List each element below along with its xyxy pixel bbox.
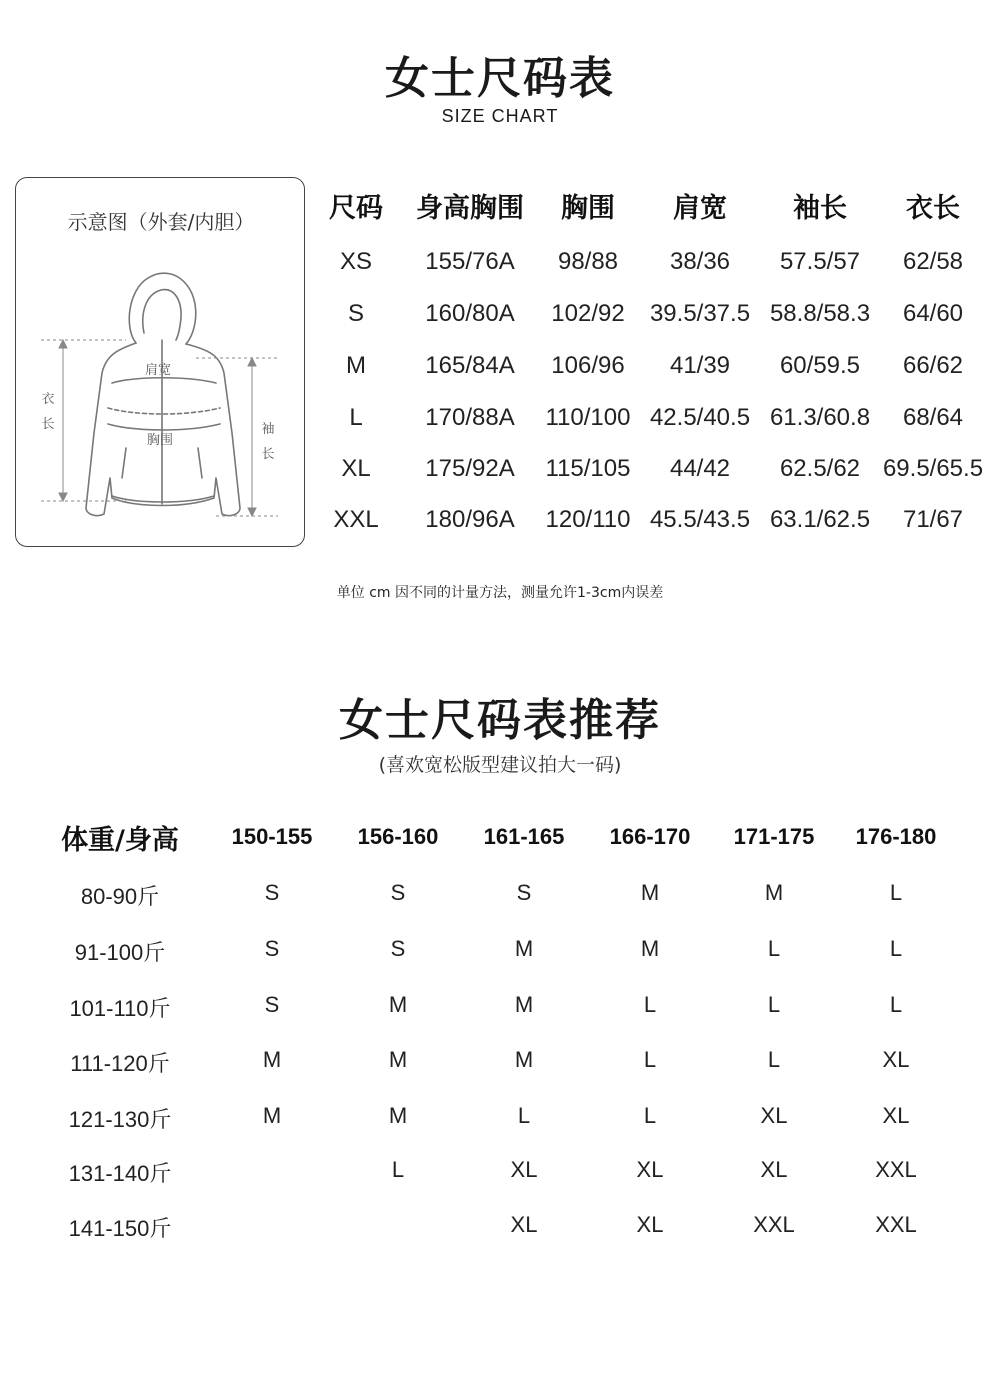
- size-table-cell: 106/96: [551, 352, 625, 379]
- recommend-size-cell: S: [264, 936, 280, 961]
- recommend-weight-label: 131-140斤: [68, 1161, 172, 1186]
- length-label-2: 长: [41, 417, 55, 432]
- recommend-subtitle: (喜欢宽松版型建议拍大一码): [378, 754, 622, 776]
- recommend-height-header: 156-160: [357, 824, 439, 849]
- recommend-size-cell: XL: [636, 1212, 664, 1237]
- recommend-height-header: 176-180: [855, 824, 937, 849]
- recommend-size-cell: M: [514, 936, 534, 961]
- recommend-size-cell: XL: [510, 1212, 538, 1237]
- recommend-height-header: 171-175: [733, 824, 815, 849]
- recommend-height-header: 161-165: [483, 824, 565, 849]
- size-table-size-cell: M: [346, 352, 366, 379]
- size-table-cell: 62.5/62: [779, 455, 861, 482]
- recommend-corner-label: 体重/身高: [61, 825, 179, 856]
- recommend-title: 女士尺码表推荐: [339, 695, 661, 746]
- recommend-size-cell: L: [767, 1047, 781, 1072]
- size-table-size-cell: S: [347, 300, 364, 327]
- size-table-cell: 170/88A: [425, 404, 515, 431]
- size-table-header: 身高胸围: [416, 193, 524, 224]
- size-table-cell: 110/100: [545, 404, 631, 431]
- size-table-cell: 155/76A: [425, 248, 515, 275]
- recommend-size-cell: L: [889, 880, 903, 905]
- recommend-size-cell: XXL: [753, 1212, 795, 1237]
- size-table-size-cell: XL: [341, 455, 371, 482]
- size-table-size-cell: L: [349, 404, 363, 431]
- sleeve-label-2: 长: [261, 447, 275, 462]
- size-table-cell: 44/42: [669, 455, 731, 482]
- size-table-cell: 66/62: [902, 352, 964, 379]
- size-table-cell: 63.1/62.5: [769, 506, 871, 533]
- jacket-diagram: [15, 177, 305, 547]
- size-chart-subtitle: SIZE CHART: [441, 106, 559, 126]
- recommend-size-cell: M: [388, 1103, 408, 1128]
- size-table-cell: 58.8/58.3: [769, 300, 871, 327]
- size-table-cell: 69.5/65.5: [882, 455, 984, 482]
- size-table-header: 胸围: [561, 193, 615, 224]
- recommend-size-cell: M: [640, 936, 660, 961]
- size-table-cell: 39.5/37.5: [649, 300, 751, 327]
- recommend-weight-label: 91-100斤: [74, 940, 166, 965]
- recommend-weight-label: 111-120斤: [70, 1051, 170, 1076]
- recommend-size-cell: M: [262, 1103, 282, 1128]
- size-table-header: 肩宽: [673, 193, 727, 224]
- size-table-cell: 115/105: [545, 455, 631, 482]
- recommend-size-cell: XXL: [875, 1212, 917, 1237]
- size-table-cell: 41/39: [669, 352, 731, 379]
- size-table-cell: 98/88: [557, 248, 619, 275]
- recommend-weight-label: 101-110斤: [69, 996, 171, 1021]
- recommend-size-cell: XL: [760, 1157, 788, 1182]
- size-table-cell: 60/59.5: [779, 352, 861, 379]
- recommend-weight-label: 80-90斤: [80, 884, 160, 909]
- recommend-height-header: 166-170: [609, 824, 691, 849]
- recommend-size-cell: S: [390, 936, 406, 961]
- jacket-outline-icon: [16, 178, 306, 548]
- recommend-size-cell: M: [388, 992, 408, 1017]
- recommend-size-cell: M: [262, 1047, 282, 1072]
- recommend-size-cell: M: [514, 992, 534, 1017]
- size-table-header: 衣长: [906, 193, 960, 224]
- recommend-size-cell: XL: [760, 1103, 788, 1128]
- recommend-size-cell: L: [643, 1103, 657, 1128]
- recommend-height-header: 150-155: [231, 824, 313, 849]
- recommend-size-cell: M: [764, 880, 784, 905]
- recommend-size-cell: L: [517, 1103, 531, 1128]
- recommend-size-cell: S: [264, 992, 280, 1017]
- chest-label: 胸围: [146, 433, 174, 448]
- length-label-1: 衣: [41, 392, 55, 407]
- shoulder-label: 肩宽: [144, 363, 172, 378]
- recommend-size-cell: L: [889, 936, 903, 961]
- size-chart-title: 女士尺码表: [385, 53, 615, 104]
- size-table-cell: 180/96A: [425, 506, 515, 533]
- measurement-note: 单位 cm 因不同的计量方法，测量允许1-3cm内误差: [336, 585, 664, 601]
- size-table-size-cell: XXL: [333, 506, 379, 533]
- recommend-size-cell: L: [767, 936, 781, 961]
- size-table-cell: 38/36: [669, 248, 731, 275]
- recommend-size-cell: L: [643, 1047, 657, 1072]
- size-table-header: 尺码: [329, 193, 383, 224]
- recommend-size-cell: S: [264, 880, 280, 905]
- size-table-cell: 62/58: [902, 248, 964, 275]
- recommend-size-cell: XXL: [875, 1157, 917, 1182]
- size-table-cell: 61.3/60.8: [769, 404, 871, 431]
- size-table-cell: 68/64: [902, 404, 964, 431]
- size-table-cell: 102/92: [551, 300, 625, 327]
- size-table-cell: 57.5/57: [779, 248, 861, 275]
- recommend-size-cell: XL: [636, 1157, 664, 1182]
- size-table-cell: 120/110: [545, 506, 631, 533]
- size-table-header: 袖长: [793, 193, 847, 224]
- size-table-cell: 160/80A: [425, 300, 515, 327]
- recommend-size-cell: XL: [510, 1157, 538, 1182]
- recommend-weight-label: 141-150斤: [68, 1216, 172, 1241]
- recommend-size-cell: XL: [882, 1047, 910, 1072]
- recommend-size-cell: S: [390, 880, 406, 905]
- recommend-size-cell: M: [640, 880, 660, 905]
- recommend-size-cell: S: [516, 880, 532, 905]
- recommend-size-cell: M: [514, 1047, 534, 1072]
- diagram-label: 示意图（外套/内胆）: [67, 210, 255, 234]
- recommend-size-cell: XL: [882, 1103, 910, 1128]
- recommend-size-cell: L: [391, 1157, 405, 1182]
- size-table-cell: 71/67: [902, 506, 964, 533]
- recommend-weight-label: 121-130斤: [68, 1107, 172, 1132]
- size-table-cell: 64/60: [902, 300, 964, 327]
- sleeve-label-1: 袖: [261, 422, 275, 437]
- size-table-cell: 165/84A: [425, 352, 515, 379]
- recommend-size-cell: L: [767, 992, 781, 1017]
- size-table-size-cell: XS: [339, 248, 372, 275]
- size-table-cell: 45.5/43.5: [649, 506, 751, 533]
- recommend-size-cell: L: [643, 992, 657, 1017]
- size-table-cell: 42.5/40.5: [649, 404, 751, 431]
- recommend-size-cell: M: [388, 1047, 408, 1072]
- size-table-cell: 175/92A: [425, 455, 515, 482]
- recommend-size-cell: L: [889, 992, 903, 1017]
